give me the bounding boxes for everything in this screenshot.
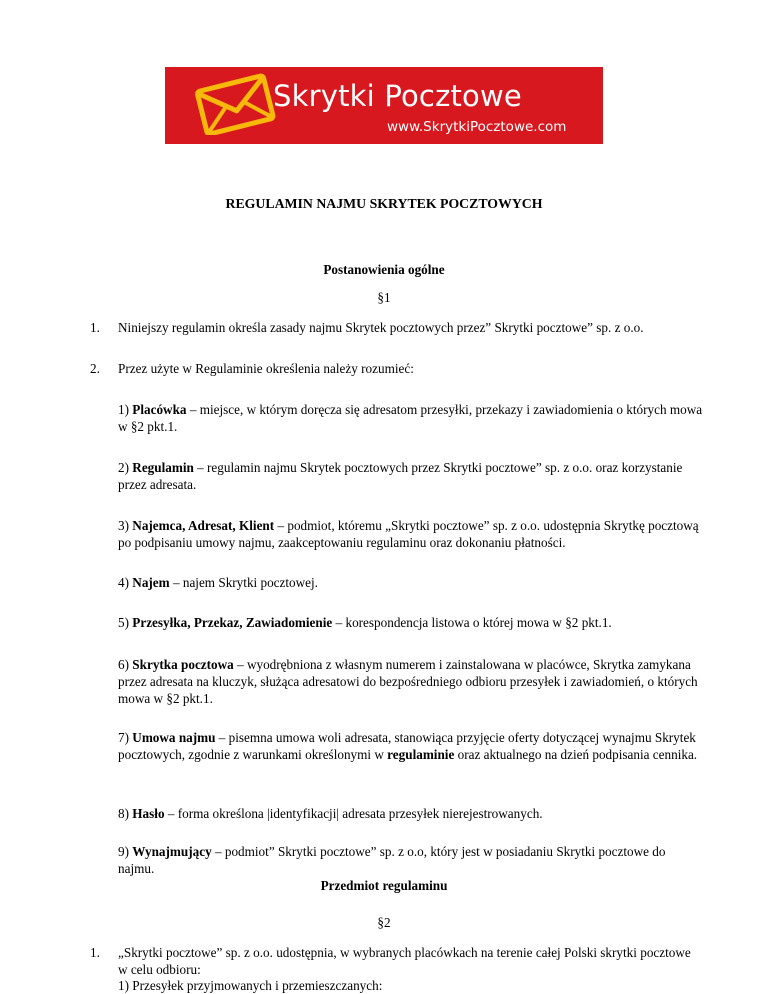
brand-name: Skrytki Pocztowe <box>273 79 522 113</box>
document-page: Skrytki Pocztowe www.SkrytkiPocztowe.com REGULAMIN NAJMU SKRYTEK POCZTOWYCH Postanowienia ogólne §1 1. Niniejszy regulamin określa zasady najmu Skrytek pocztowych przez” Skrytki pocztowe” sp. z o.o. 2. Przez użyte w Regulaminie określenia należy rozumieć: 1) Placówka – miejsce, w którym doręcza się adresatom przesyłki, przekazy i zawiadomienia o których mowa w §2 pkt.1. 2) Regulamin – regulamin najmu Skrytek pocztowych przez Skrytki pocztowe” sp. z o.o. oraz korzystanie przez adresata. 3) Najemca, Adresat, Klient – podmiot, któremu „Skrytki pocztowe” sp. z o.o. udostępnia Skrytkę pocztową po podpisaniu umowy najmu, zaakceptowaniu regulaminu oraz dokonaniu płatności. 4) Najem – najem Skrytki pocztowej. 5) Przesyłka, Przekaz, Zawiadomienie – korespondencja listowa o której mowa w §2 pkt.1. 6) Skrytka pocztowa – wyodrębniona z własnym numerem i zainstalowana w placówce, Skrytka zamykana przez adresata na kluczyk, służąca adresatowi do bezpośredniego odbioru przesyłek i zawiadomień, o których mowa w §2 pkt.1. 7) Umowa najmu – pisemna umowa woli adresata, stanowiąca przyjęcie oferty dotyczącej wynajmu Skrytek pocztowych, zgodnie z warunkami określonymi w regulaminie oraz aktualnego na dzień podpisania cennika. 8) Hasło – forma określona |identyfikacji| adresata przesyłek nierejestrowanych. 9) Wynajmujący – podmiot” Skrytki pocztowe” sp. z o.o, który jest w posiadaniu Skrytki pocztowe do najmu. Przedmiot regulaminu §2 1. „Skrytki pocztowe” sp. z o.o. udostępnia, w wybranych placówkach na terenie całej Polski skrytki pocztowe w celu odbioru: 1) Przesyłek przyjmowanych i przemieszczanych: <box>0 0 768 994</box>
definition-item: 1) Placówka – miejsce, w którym doręcza się adresatom przesyłki, przekazy i zawiadomienia o których mowa w §2 pkt.1. <box>118 402 703 434</box>
envelope-icon <box>193 73 277 135</box>
document-title: REGULAMIN NAJMU SKRYTEK POCZTOWYCH <box>225 196 543 211</box>
definition-item: 6) Skrytka pocztowa – wyodrębniona z własnym numerem i zainstalowana w placówce, Skrytka zamykana przez adresata na kluczyk, służąca adresatowi do bezpośredniego odbioru przesyłek i zawiadomień, o których mowa w §2 pkt.1. <box>118 657 698 706</box>
section-heading: Postanowienia ogólne <box>323 262 445 277</box>
paragraph-sign: §1 <box>377 290 391 305</box>
definition-item: 8) Hasło – forma określona |identyfikacji| adresata przesyłek nierejestrowanych. <box>118 806 543 821</box>
definition-item: 2) Regulamin – regulamin najmu Skrytek pocztowych przez Skrytki pocztowe” sp. z o.o. oraz korzystanie przez adresata. <box>118 460 683 492</box>
definition-item: 3) Najemca, Adresat, Klient – podmiot, któremu „Skrytki pocztowe” sp. z o.o. udostępnia Skrytkę pocztową po podpisaniu umowy najmu, zaakceptowaniu regulaminu oraz dokonaniu płatności. <box>118 518 699 550</box>
section-heading: Przedmiot regulaminu <box>320 878 448 893</box>
sub-item: 1) Przesyłek przyjmowanych i przemieszczanych: <box>118 978 383 993</box>
brand-url: www.SkrytkiPocztowe.com <box>387 119 567 135</box>
brand-banner <box>165 67 603 144</box>
definition-item: 9) Wynajmujący – podmiot” Skrytki pocztowe” sp. z o.o, który jest w posiadaniu Skrytki pocztowe do najmu. <box>118 844 666 876</box>
paragraph-sign: §2 <box>377 915 391 930</box>
definition-item: 5) Przesyłka, Przekaz, Zawiadomienie – korespondencja listowa o której mowa w §2 pkt.1. <box>118 615 612 630</box>
definition-item: 4) Najem – najem Skrytki pocztowej. <box>118 575 318 590</box>
definition-item: 7) Umowa najmu – pisemna umowa woli adresata, stanowiąca przyjęcie oferty dotyczącej wynajmu Skrytek pocztowych, zgodnie z warunkami określonymi w regulaminie oraz aktualnego na dzień podpisania cennika. <box>118 730 698 762</box>
